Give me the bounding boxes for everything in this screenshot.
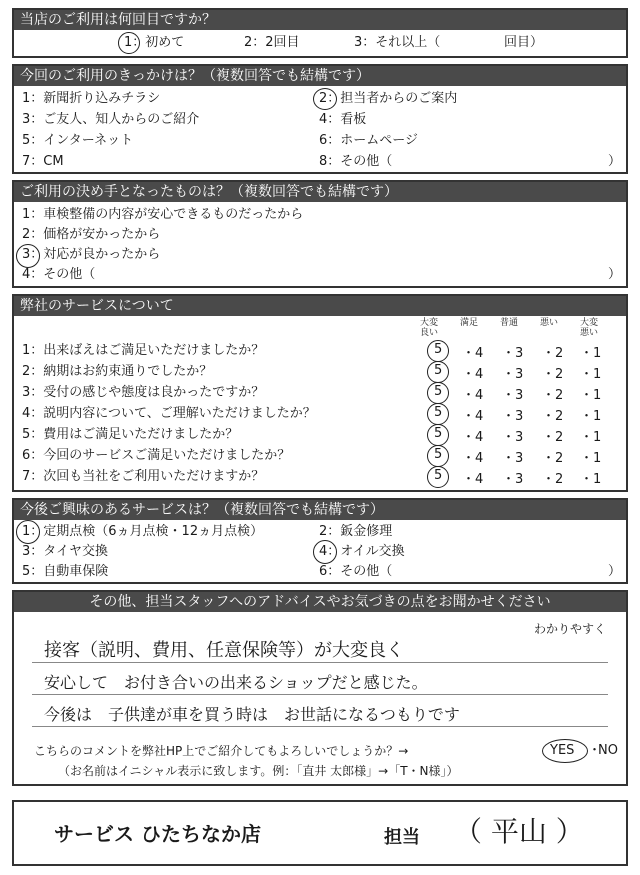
handwritten-insert-note: わかりやすく [534,622,607,636]
rating-2-option-1: ・1 [580,367,602,382]
q5-close-paren: ） [608,564,622,579]
rating-1-option-4: ・4 [462,346,484,361]
store-footer [12,800,628,866]
q6-section [12,590,628,786]
q6-header: その他、担当スタッフへのアドバイスやお気づきの点をお聞かせください [14,592,626,612]
rating-4-option-5: 5 [434,405,443,420]
q2-option-7: 7：CM [22,154,64,169]
rating-question-5: 5：費用はご満足いただけましたか？ [22,427,239,442]
q5-option-4: 4：オイル交換 [319,544,405,559]
rating-2-option-5: 5 [434,363,443,378]
scale-header-bad: 悪い [539,318,558,328]
q5-section [12,498,628,584]
handwritten-comment-line-1: 接客（説明、費用、任意保険等）が大変良く [44,640,404,661]
rating-4-option-1: ・1 [580,409,602,424]
scale-header-very-bad: 大変 悪い [579,318,598,338]
q2-option-6: 6：ホームページ [319,133,419,148]
rating-4-option-4: ・4 [462,409,484,424]
rating-question-2: 2：納期はお約束通りでしたか？ [22,364,213,379]
scale-header-good: 満足 [459,318,478,328]
q2-option-4: 4：看板 [319,112,367,127]
q2-option-5: 5：インターネット [22,133,134,148]
rating-5-option-2: ・2 [542,430,564,445]
rating-question-7: 7：次回も当社をご利用いただけますか？ [22,469,265,484]
rating-6-option-3: ・3 [502,451,524,466]
q2-option-3: 3：ご友人、知人からのご紹介 [22,112,200,127]
q3-option-1: 1：車検整備の内容が安心できるものだったから [22,207,304,222]
rating-6-option-1: ・1 [580,451,602,466]
rating-5-option-1: ・1 [580,430,602,445]
q1-option-3: 3：それ以上（ [354,35,441,50]
rating-4-option-2: ・2 [542,409,564,424]
rating-7-option-5: 5 [434,468,443,483]
ruled-line-2 [32,694,608,695]
q1-option-2: 2：2回目 [244,35,300,50]
rating-2-option-2: ・2 [542,367,564,382]
rating-2-option-3: ・3 [502,367,524,382]
q5-circle-mark-4 [313,540,337,564]
rating-3-option-1: ・1 [580,388,602,403]
q3-option-4: 4：その他（ [22,267,96,282]
rating-5-option-3: ・3 [502,430,524,445]
q3-section [12,180,628,288]
q4-section [12,294,628,492]
consent-yes: YES [550,743,575,758]
q2-close-paren: ） [608,154,622,169]
scale-header-very-good: 大変 良い [419,318,438,338]
q4-header: 弊社のサービスについて [14,296,626,316]
q1-option-1: 1：初めて [124,35,185,50]
q5-option-5: 5：自動車保険 [22,564,109,579]
rating-question-6: 6：今回のサービスご満足いただけましたか？ [22,448,291,463]
q3-header: ご利用の決め手となったものは？（複数回答でも結構です） [14,182,626,202]
rating-6-option-2: ・2 [542,451,564,466]
rating-1-option-2: ・2 [542,346,564,361]
rating-7-option-3: ・3 [502,472,524,487]
rating-7-option-2: ・2 [542,472,564,487]
hp-consent-question: こちらのコメントを弊社HP上でご紹介してもよろしいでしょうか？→ [34,744,409,758]
rating-5-option-5: 5 [434,426,443,441]
rating-6-option-4: ・4 [462,451,484,466]
rating-3-option-3: ・3 [502,388,524,403]
q1-circle-mark [118,32,140,54]
rating-4-option-3: ・3 [502,409,524,424]
q3-circle-mark [16,244,40,268]
q2-section [12,64,628,174]
q1-section [12,8,628,58]
rating-1-option-1: ・1 [580,346,602,361]
rating-6-option-5: 5 [434,447,443,462]
rating-1-circle-mark [427,340,449,362]
q5-header: 今後ご興味のあるサービスは？（複数回答でも結構です） [14,500,626,520]
q2-header: 今回のご利用のきっかけは？（複数回答でも結構です） [14,66,626,86]
rating-7-option-1: ・1 [580,472,602,487]
consent-no: NO [598,743,618,758]
q1-option-3-suffix: 回目） [504,35,544,50]
q5-circle-mark-1 [16,520,40,544]
q3-option-2: 2：価格が安かったから [22,227,161,242]
q5-option-2: 2：鈑金修理 [319,524,393,539]
rating-4-circle-mark [427,403,449,425]
q2-option-8: 8：その他（ [319,154,393,169]
consent-yes-circle [542,739,588,763]
ruled-line-3 [32,726,608,727]
store-name: サービス ひたちなか店 [54,822,261,846]
scale-header-normal: 普通 [499,318,518,328]
ruled-line-1 [32,662,608,663]
q2-option-1: 1：新聞折り込みチラシ [22,91,161,106]
rating-question-4: 4：説明内容について、ご理解いただけましたか？ [22,406,316,421]
q5-option-1: 1：定期点検（6ヵ月点検・12ヵ月点検） [22,524,264,539]
q5-option-6: 6：その他（ [319,564,393,579]
q3-option-3: 3：対応が良かったから [22,247,161,262]
rating-3-option-2: ・2 [542,388,564,403]
staff-name: （ 平山 ） [454,815,584,848]
rating-2-circle-mark [427,361,449,383]
rating-3-option-4: ・4 [462,388,484,403]
rating-7-circle-mark [427,466,449,488]
rating-3-circle-mark [427,382,449,404]
rating-question-3: 3：受付の感じや態度は良かったですか？ [22,385,265,400]
handwritten-comment-line-3: 今後は 子供達が車を買う時は お世話になるつもりです [44,705,460,724]
staff-label: 担当 [384,827,420,848]
consent-separator: ・ [588,743,602,758]
rating-3-option-5: 5 [434,384,443,399]
q2-circle-mark [313,88,337,110]
q3-close-paren: ） [608,267,622,282]
rating-5-circle-mark [427,424,449,446]
q5-option-3: 3：タイヤ交換 [22,544,109,559]
rating-7-option-4: ・4 [462,472,484,487]
rating-question-1: 1：出来ばえはご満足いただけましたか？ [22,343,265,358]
rating-1-option-3: ・3 [502,346,524,361]
rating-1-option-5: 5 [434,342,443,357]
rating-2-option-4: ・4 [462,367,484,382]
name-display-note: （お名前はイニシャル表示に致します。例：「直井 太郎様」→「T・N様」） [58,764,459,778]
rating-5-option-4: ・4 [462,430,484,445]
q2-option-2: 2：担当者からのご案内 [319,91,458,106]
rating-6-circle-mark [427,445,449,467]
q1-header: 当店のご利用は何回目ですか？ [14,10,626,30]
handwritten-comment-line-2: 安心して お付き合いの出来るショップだと感じた。 [44,673,428,692]
